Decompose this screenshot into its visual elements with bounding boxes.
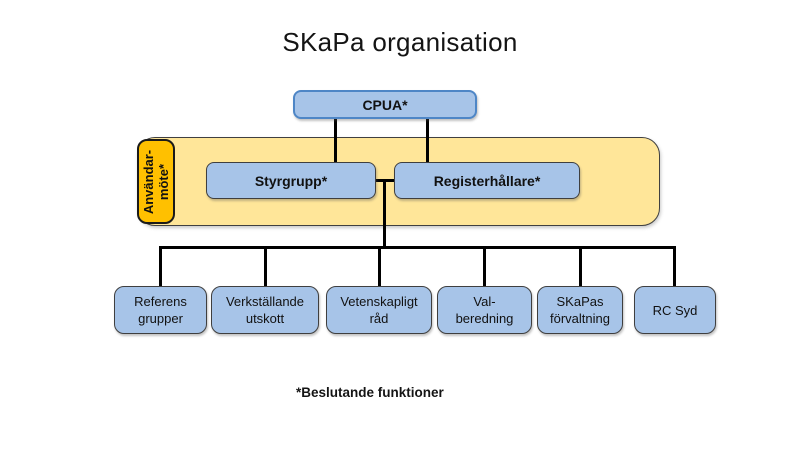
connector-drop-verkstallande-utskott: [264, 246, 267, 286]
connector-drop-rc-syd: [673, 246, 676, 286]
slide-title: SKaPa organisation: [282, 27, 518, 57]
connector-cpua-registerhallare: [426, 119, 429, 163]
org-box-label-line: RC Syd: [652, 302, 698, 318]
org-box-referensgrupper: [114, 286, 207, 334]
org-box-label-line: Verkställande: [225, 294, 305, 309]
org-box-label-line: beredning: [455, 311, 514, 326]
anvandarmote-label-line2: möte*: [156, 163, 171, 200]
connector-drop-vetenskapligt-rad: [378, 246, 381, 286]
org-box-label-line: Referens: [134, 294, 187, 309]
org-box-valberedning: [437, 286, 532, 334]
org-box-styrgrupp: Styrgrupp*: [206, 162, 376, 199]
org-box-vetenskapligt-rad: [326, 286, 432, 334]
org-box-skapas-forvaltning: [537, 286, 623, 334]
anvandarmote-label-text: [141, 149, 171, 213]
connector-distribution: [159, 246, 676, 249]
connector-trunk: [383, 179, 386, 249]
org-box-label-line: utskott: [245, 311, 285, 326]
connector-cpua-styrgrupp: [334, 119, 337, 163]
connector-drop-skapas-forvaltning: [579, 246, 582, 286]
anvandarmote-label: [137, 139, 175, 224]
connector-drop-referensgrupper: [159, 246, 162, 286]
org-box-rc-syd: [634, 286, 716, 334]
org-box-label-line: råd: [369, 311, 389, 326]
org-box-verkstallande-utskott: [211, 286, 319, 334]
org-box-label-line: Val-: [473, 294, 496, 309]
connector-drop-valberedning: [483, 246, 486, 286]
org-box-label-line: grupper: [138, 311, 183, 326]
org-box-registerhallare: Registerhållare*: [394, 162, 580, 199]
anvandarmote-label-line1: Användar-: [141, 149, 156, 214]
org-box-cpua: CPUA*: [293, 90, 477, 119]
org-box-label-line: förvaltning: [550, 311, 610, 326]
footnote-beslutande-funktioner: *Beslutande funktioner: [296, 385, 444, 400]
org-box-label-line: Vetenskapligt: [340, 294, 418, 309]
org-box-label-line: SKaPas: [556, 294, 604, 309]
